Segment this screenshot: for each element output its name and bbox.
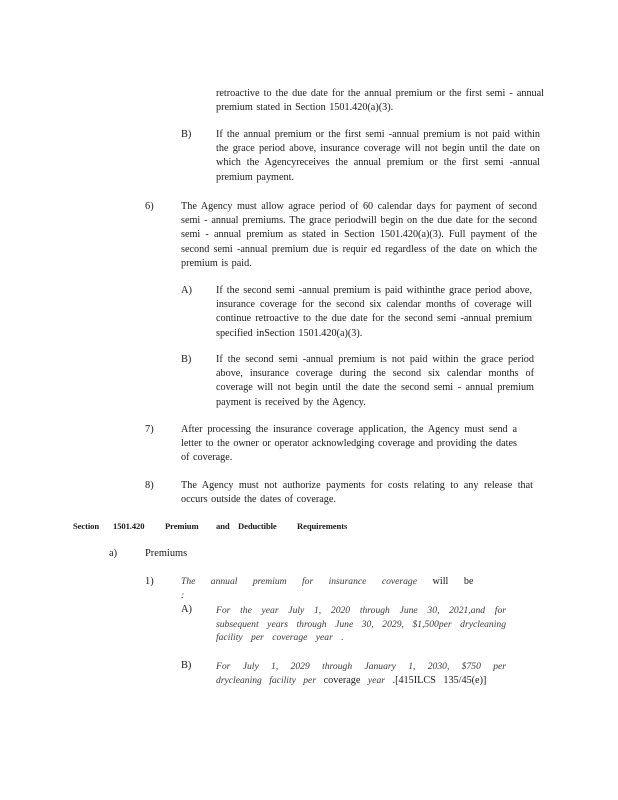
item-5b-label: B) xyxy=(181,129,192,140)
section-title-premium: Premium xyxy=(165,521,199,531)
continuation-text: retroactive to the due date for the annual premium or the first semi - annual premium stated in Section 1501.420(a)(3). xyxy=(216,88,544,114)
subsection-a-label: a) xyxy=(109,548,118,559)
item-6b-text: If the second semi -annual premium is not paid within the grace period above, insurance coverage during the second six calendar months of coverage will not begin until the date the second semi - annual premium payment is received by the Agency. xyxy=(216,354,534,408)
item-1b-text-normal: coverage xyxy=(323,675,361,687)
item-7-label: 7) xyxy=(145,424,154,435)
item-6b-label: B) xyxy=(181,354,192,365)
item-1b-text-italic: For July 1, 2029 through January 1, 2030, $750 per drycleaning facility per xyxy=(216,661,506,687)
item-1b-citation: .[415ILCS 135/45(e)] xyxy=(392,675,487,687)
subsection-a-heading: Premiums xyxy=(145,548,188,559)
item-1-label: 1) xyxy=(145,576,154,587)
item-5b-text: If the annual premium or the first semi -annual premium is not paid within the grace period above, insurance coverage will not begin until the date on which the Agencyreceives the annual premium or the first semi -annual premium payment. xyxy=(216,129,540,183)
item-1b-label: B) xyxy=(181,660,192,671)
item-8-text: The Agency must not authorize payments for costs relating to any release that occurs outside the dates of coverage. xyxy=(181,480,533,506)
section-title-and: and xyxy=(216,521,230,531)
item-6-text: The Agency must allow agrace period of 60 calendar days for payment of second semi - annual premiums. The grace periodwill begin on the due date for the second semi - annual premium as stated in Section 1501.420(a)(3). Full payment of the second semi -annual premium due is requir ed regardless of the date on which the premium is paid. xyxy=(181,201,537,269)
item-1a-label: A) xyxy=(181,604,192,615)
section-word: Section xyxy=(73,521,100,531)
item-1-text xyxy=(181,575,481,603)
item-7-text: After processing the insurance coverage application, the Agency must send a letter to the owner or operator acknowledging coverage and providing the dates of coverage. xyxy=(181,424,517,464)
item-1-text-normal: will be xyxy=(432,576,474,587)
item-1-text-tail: : xyxy=(181,590,185,602)
section-number: 1501.420 xyxy=(113,521,145,531)
section-title-requirements: Requirements xyxy=(297,521,348,531)
item-6a-label: A) xyxy=(181,285,192,296)
item-1b-text-italic-2: year xyxy=(367,675,385,687)
item-6a-text: If the second semi -annual premium is paid withinthe grace period above, insurance coverage for the second six calendar months of coverage will continue retroactive to the due date for the second semi -annual premium specified inSection 1501.420(a)(3). xyxy=(216,285,532,339)
item-6-label: 6) xyxy=(145,201,154,212)
item-1-text-italic: The annual premium for insurance coverage xyxy=(181,576,417,587)
item-1a-text: For the year July 1, 2020 through June 30, 2021,and for subsequent years through June 30, 2029, $1,500per drycleaning facility per coverage year . xyxy=(216,605,506,644)
section-title-deductible: Deductible xyxy=(238,521,277,531)
item-1b-text xyxy=(216,660,506,688)
item-8-label: 8) xyxy=(145,480,154,491)
